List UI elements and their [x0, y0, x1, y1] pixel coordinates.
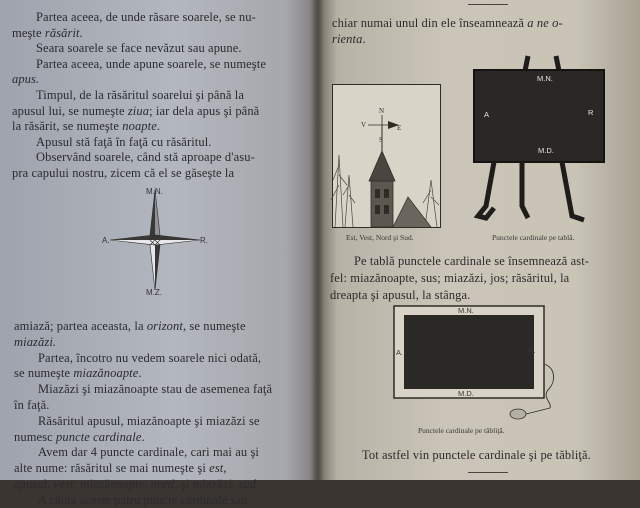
text-line: meşte răsărit. [12, 25, 83, 40]
text-line: apusul lui, se numeşte ziua; iar dela apus şi până [12, 103, 260, 118]
compass-label-south: M.Z. [146, 288, 162, 297]
figure-caption-blackboard: Punctele cardinale pe tablă. [492, 233, 575, 242]
text-line: fel: miazănoapte, sus; miazăzi, jos; răsăritul, la [330, 271, 570, 285]
right-page-final-line: Tot astfel vin punctele cardinale şi pe tăbliţă. [362, 448, 591, 462]
book-gutter [310, 0, 324, 480]
compass-label-west: A. [102, 236, 110, 245]
slate-label-west: A. [396, 348, 404, 357]
figure-caption-slate: Punctele cardinale pe tăbliţă. [418, 426, 505, 435]
vane-north-letter: N [379, 107, 385, 115]
text-line: A căuta aceste patru puncte cardinale sau [38, 492, 248, 507]
text-line: Seara soarele se face nevăzut sau apune. [36, 41, 242, 56]
board-label-north: M.N. [537, 74, 553, 83]
slate-label-east: R. [528, 346, 536, 355]
text-line: Timpul, de la răsăritul soarelui şi până la [36, 88, 244, 102]
compass-label-east: R. [200, 236, 208, 245]
board-label-west: A [484, 110, 490, 119]
text-line: Avem dar 4 puncte cardinale, cari mai au şi [38, 445, 259, 460]
text-line: Observând soarele, când stă aproape d'asu- [36, 150, 255, 165]
text-line: numesc puncte cardinale. [14, 429, 145, 444]
slate-label-north: M.N. [458, 306, 474, 315]
text-line: Apusul stă faţă în faţă cu răsăritul. [36, 134, 212, 149]
text-line: alte nume: răsăritul se mai numeşte şi est, [14, 461, 227, 476]
slate-label-south: M.D. [458, 389, 474, 398]
text-line: la răsărit, se numeşte noapte. [12, 119, 161, 134]
text-line: pra capului nostru, zicem că el se găseşte la [12, 166, 235, 180]
text-line: Răsăritul apusul, miazănoapte şi miazăzi se [38, 413, 260, 428]
weather-vane-illustration [333, 85, 440, 227]
figure-caption-weather-vane: Est, Vest, Nord şi Sud. [346, 233, 414, 242]
slate-figure [392, 304, 562, 422]
vane-west-letter: V [361, 121, 367, 129]
text-line: se numeşte miazănoapte. [14, 366, 142, 381]
bottom-rule [468, 472, 508, 473]
compass-label-north: M.N. [146, 187, 163, 196]
left-page [0, 0, 318, 507]
text-line: Pe tablă punctele cardinale se însemnează ast- [354, 254, 590, 268]
vane-south-letter: S [379, 136, 383, 144]
text-line: rienta. [332, 32, 366, 46]
text-line: Partea, încotro nu vedem soarele nici odată, [38, 350, 262, 365]
text-line: apusul, vest, miazănoapte, nord, şi miazăzi, sud. [14, 477, 260, 491]
text-line: dreapta şi apusul, la stânga. [330, 288, 471, 302]
vane-east-letter: E [397, 124, 402, 132]
text-line: miazăzi. [14, 334, 57, 349]
right-page [318, 0, 640, 480]
weather-vane-figure [332, 84, 441, 228]
text-line: chiar numai unul din ele înseamnează a ne o- [332, 16, 563, 30]
compass-star-icon [110, 190, 200, 290]
text-line: Miazăzi şi miazănoapte stau de asemenea faţă [38, 382, 273, 397]
text-line: în faţă. [14, 398, 50, 412]
board-label-east: R [588, 108, 594, 117]
text-line: amiază; partea aceasta, la orizont, se numeşte [14, 319, 246, 333]
text-line: apus. [12, 72, 40, 87]
top-rule [468, 4, 508, 5]
text-line: Partea aceea, de unde răsare soarele, se nu- [36, 10, 256, 24]
text-line: Partea aceea, unde apune soarele, se numeşte [36, 56, 266, 71]
board-label-south: M.D. [538, 146, 554, 155]
